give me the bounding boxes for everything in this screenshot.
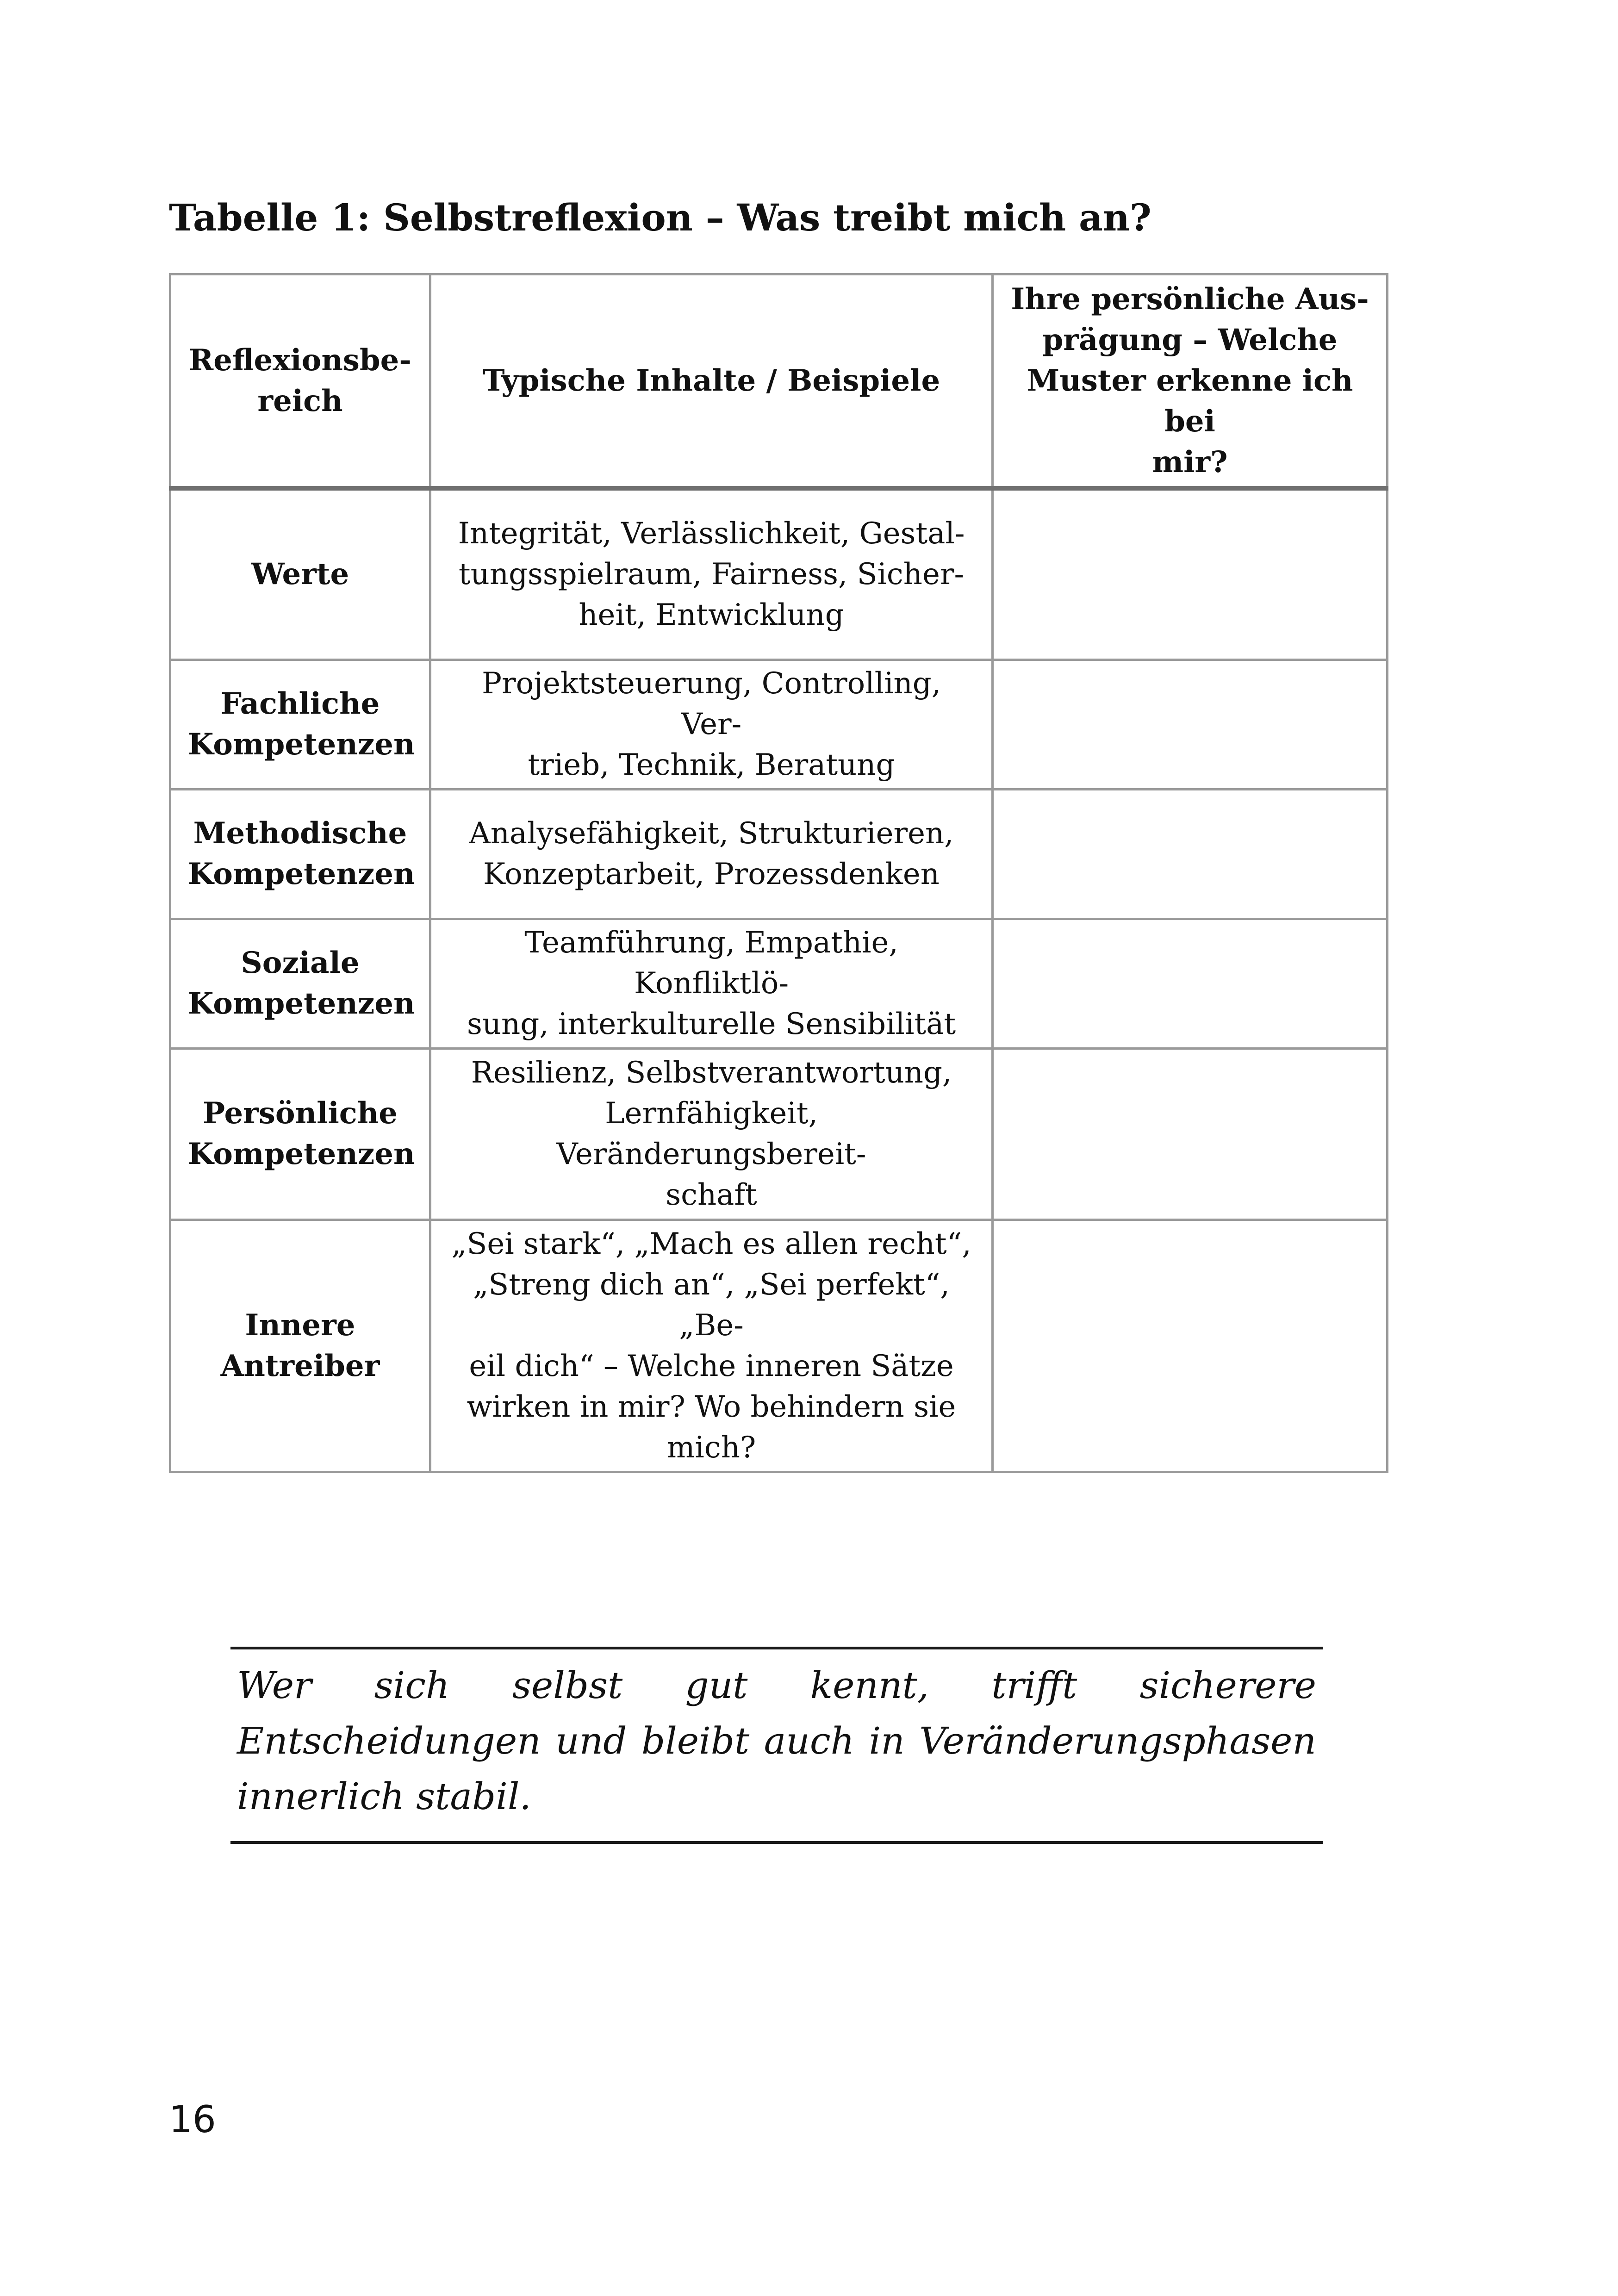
row-reflection-cell[interactable] [993, 1220, 1388, 1472]
table-row [170, 919, 1388, 1048]
row-reflection-cell[interactable] [993, 1048, 1388, 1220]
reflection-table [169, 273, 1388, 1473]
table-row [170, 660, 1388, 789]
row-category: Persönliche Kompetenzen [170, 1048, 430, 1220]
row-examples: Projektsteuerung, Controlling, Ver- trieb, Technik, Beratung [430, 660, 993, 789]
row-examples: Teamführung, Empathie, Konfliktlö- sung, interkulturelle Sensibilität [430, 919, 993, 1048]
row-category: Werte [170, 488, 430, 660]
row-category: Soziale Kompetenzen [170, 919, 430, 1048]
table-title: Tabelle 1: Selbstreflexion – Was treibt mich an? [169, 196, 1151, 239]
row-examples: Analysefähigkeit, Strukturieren, Konzeptarbeit, Prozessdenken [430, 789, 993, 919]
row-examples: „Sei stark“, „Mach es allen recht“, „Streng dich an“, „Sei perfekt“, „Be- eil dich“ – Welche inneren Sätze wirken in mir? Wo behindern sie mich? [430, 1220, 993, 1472]
table-row [170, 789, 1388, 919]
row-category: Methodische Kompetenzen [170, 789, 430, 919]
header-area: Reflexionsbe- reich [170, 274, 430, 489]
page-number: 16 [169, 2098, 216, 2141]
row-examples: Integrität, Verlässlichkeit, Gestal- tungsspielraum, Fairness, Sicher- heit, Entwicklung [430, 488, 993, 660]
row-examples: Resilienz, Selbstverantwortung, Lernfähigkeit, Veränderungsbereit- schaft [430, 1048, 993, 1220]
table-row [170, 1220, 1388, 1472]
row-reflection-cell[interactable] [993, 660, 1388, 789]
table-row [170, 1048, 1388, 1220]
row-reflection-cell[interactable] [993, 488, 1388, 660]
table-header-row [170, 274, 1388, 489]
row-reflection-cell[interactable] [993, 919, 1388, 1048]
table-row [170, 488, 1388, 660]
header-examples: Typische Inhalte / Beispiele [430, 274, 993, 489]
row-category: Innere Antreiber [170, 1220, 430, 1472]
row-category: Fachliche Kompetenzen [170, 660, 430, 789]
row-reflection-cell[interactable] [993, 789, 1388, 919]
header-personal: Ihre persönliche Aus- prägung – Welche Muster erkenne ich bei mir? [993, 274, 1388, 489]
pull-quote: Wer sich selbst gut kennt, trifft sicherere Entscheidungen und bleibt auch in Veränderungsphasen innerlich stabil. [230, 1647, 1323, 1844]
